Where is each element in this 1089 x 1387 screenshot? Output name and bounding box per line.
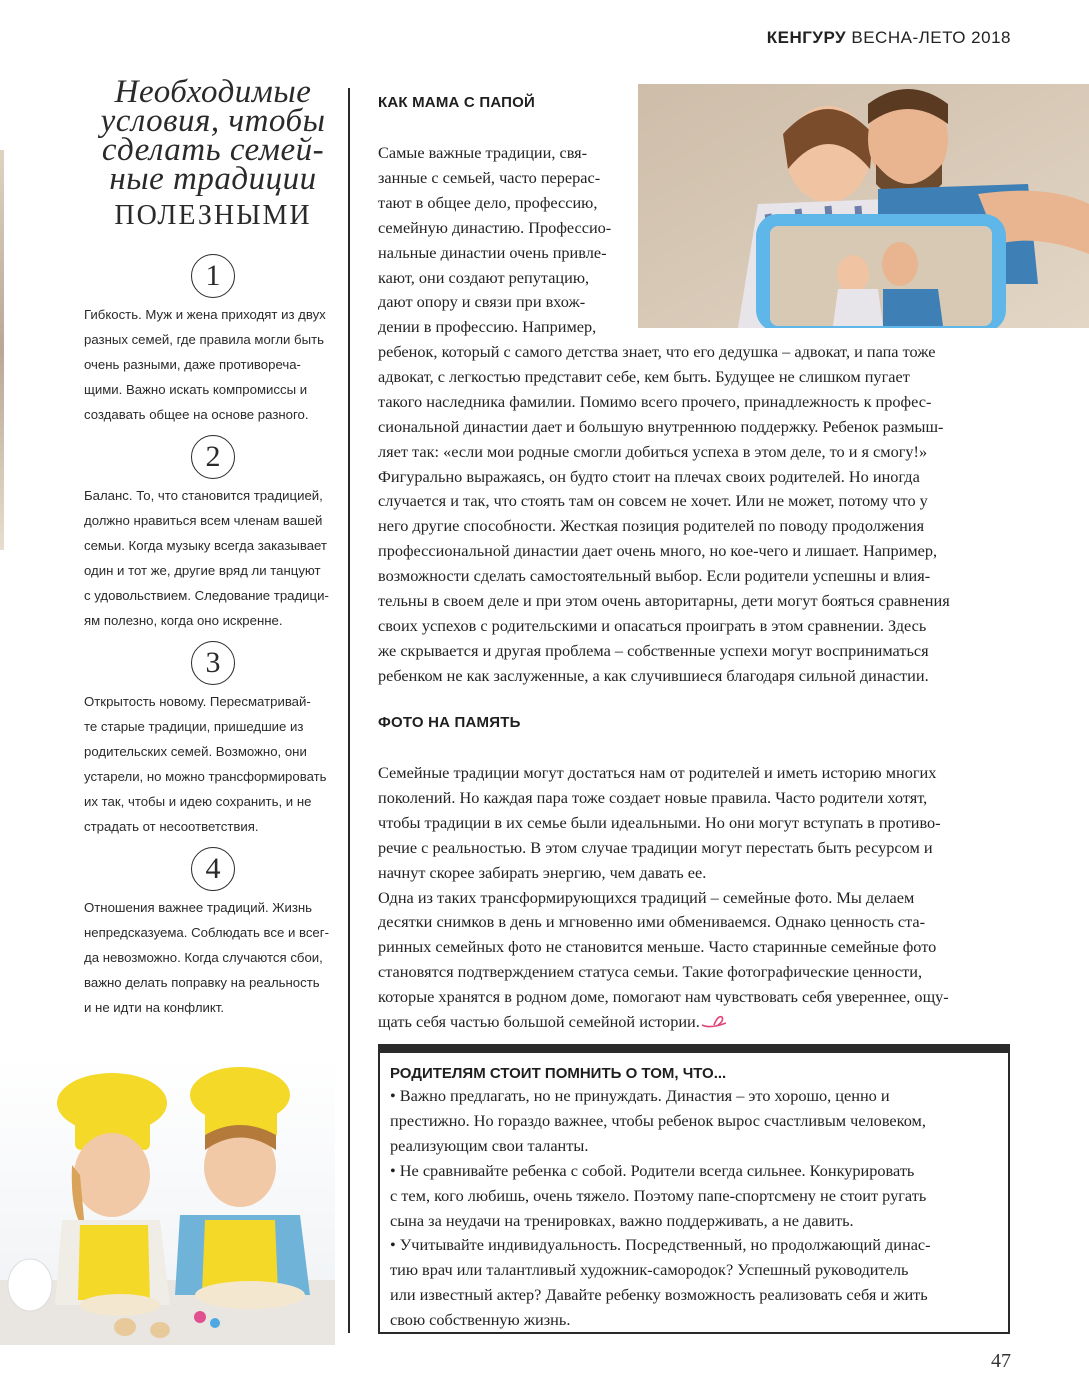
text-line: поколений. Но каждая пара тоже создает новые правила. Часто родители хотят, bbox=[378, 787, 928, 807]
tip-2 bbox=[84, 435, 342, 633]
magazine-issue: ВЕСНА-ЛЕТО 2018 bbox=[851, 28, 1011, 47]
tip-line: разных семей, где правила могли быть bbox=[84, 332, 324, 347]
text-line: • Учитывайте индивидуальность. Посредственный, но продолжающий динас- bbox=[390, 1235, 931, 1255]
tip-line: да невозможно. Когда случаются сбои, bbox=[84, 950, 323, 965]
text-line: него другие способности. Жесткая позиция родителей по поводу продолжения bbox=[378, 516, 925, 536]
tip-line: Открытость новому. Пересматривай- bbox=[84, 694, 311, 709]
tip-line: и не идти на конфликт. bbox=[84, 1000, 225, 1015]
text-line-last bbox=[378, 1010, 1018, 1035]
text-line: кают, они создают репутацию, bbox=[378, 267, 590, 287]
tip-1 bbox=[84, 254, 342, 427]
text-line: же скрывается и другая проблема – собственные успехи могут восприниматься bbox=[378, 640, 929, 660]
sidebar-title bbox=[84, 74, 342, 197]
text-line: десятки снимков в день и мгновенно ими обмениваемся. Однако ценность ста- bbox=[378, 912, 926, 932]
text-line: щать себя частью большой семейной истории. bbox=[378, 1012, 700, 1032]
tip-line: непредсказуема. Соблюдать все и всег- bbox=[84, 925, 329, 940]
previous-page-edge bbox=[0, 150, 4, 550]
text-line: ребенком не как заслуженные, а как случившиеся благодаря сильной династии. bbox=[378, 665, 929, 685]
tip-line: ям полезно, когда оно искренне. bbox=[84, 613, 283, 628]
text-line: семейную династию. Профессио- bbox=[378, 217, 612, 237]
tip-line: щими. Важно искать компромиссы и bbox=[84, 382, 308, 397]
title-line: условия, чтобы bbox=[100, 103, 326, 139]
article-end-icon bbox=[700, 1013, 728, 1029]
column-divider bbox=[348, 88, 350, 1333]
text-line: случается и так, что стоять там он совсем не хочет. Или не может, потому что у bbox=[378, 491, 928, 511]
text-line: • Не сравнивайте ребенка с собой. Родители всегда сильнее. Конкурировать bbox=[390, 1160, 915, 1180]
text-line: Семейные традиции могут достаться нам от родителей и иметь историю многих bbox=[378, 763, 937, 782]
text-line: сиональной династии дает и большую внутреннюю поддержку. Ребенок размыш- bbox=[378, 416, 944, 436]
tip-line: Баланс. То, что становится традицией, bbox=[84, 488, 323, 503]
tip-number-circle: 4 bbox=[191, 847, 235, 891]
text-line: престижно. Но гораздо важнее, чтобы ребенок вырос счастливым человеком, bbox=[390, 1110, 926, 1130]
tip-line: Гибкость. Муж и жена приходят из двух bbox=[84, 307, 326, 322]
text-line: возможности сделать самостоятельный выбор. Если родители успешны и влия- bbox=[378, 566, 931, 586]
sidebar-title-caps: ПОЛЕЗНЫМИ bbox=[114, 200, 312, 231]
tip-text bbox=[84, 302, 342, 427]
reminder-box-text bbox=[390, 1084, 998, 1333]
section1-wide-text bbox=[378, 340, 1018, 689]
title-line: Необходимые bbox=[114, 74, 312, 110]
text-line: которые хранятся в родном доме, помогают нам чувствовать себя увереннее, ощу- bbox=[378, 987, 949, 1007]
tip-line: Отношения важнее традиций. Жизнь bbox=[84, 900, 313, 915]
text-line: сына за неудачи на тренировках, важно поддерживать, а не давить. bbox=[390, 1210, 854, 1230]
text-line: ринных семейных фото не становится меньше. Часто старинные семейные фото bbox=[378, 937, 937, 957]
title-line: ные традиции bbox=[109, 161, 317, 197]
running-header bbox=[767, 28, 1011, 48]
text-line: с тем, кого любишь, очень тяжело. Поэтому папе-спортсмену не стоит ругать bbox=[390, 1185, 927, 1205]
tip-number-circle: 3 bbox=[191, 641, 235, 685]
text-line: • Важно предлагать, но не принуждать. Династия – это хорошо, ценно и bbox=[390, 1086, 890, 1105]
tip-4 bbox=[84, 847, 342, 1020]
family-photo-illustration bbox=[638, 84, 1089, 328]
text-line: начнут скорее забирать энергию, чем давать ее. bbox=[378, 862, 707, 882]
text-line: свою собственную жизнь. bbox=[390, 1310, 571, 1330]
tip-line: важно делать поправку на реальность bbox=[84, 975, 320, 990]
text-line: тельны в своем деле и при этом очень авторитарны, дети могут бояться сравнения bbox=[378, 591, 950, 611]
section2-text bbox=[378, 761, 1018, 1035]
text-line: ребенок, который с самого детства знает, что его дедушка – адвокат, и папа тоже bbox=[378, 342, 936, 361]
sidebar-tips bbox=[84, 74, 342, 1020]
text-line: ляет так: «если мои родные смогли добиться успеха в этом деле, то и я смогу!» bbox=[378, 441, 928, 461]
text-line: профессиональной династии дает очень много, но кое-чего и лишает. Например, bbox=[378, 541, 938, 561]
text-line: дают опору и связи при вхож- bbox=[378, 292, 586, 312]
text-line: своих успехов с родительскими и опасаться проиграть в этом сравнении. Здесь bbox=[378, 615, 927, 635]
magazine-brand: КЕНГУРУ bbox=[766, 28, 847, 47]
tip-line: создавать общее на основе разного. bbox=[84, 407, 309, 422]
text-line: такого наследника фамилии. Помимо всего прочего, принадлежность к профес- bbox=[378, 391, 932, 411]
text-line: Самые важные традиции, свя- bbox=[378, 143, 588, 162]
section1-narrow-text bbox=[378, 141, 633, 340]
section-heading-photo: ФОТО НА ПАМЯТЬ bbox=[378, 714, 521, 731]
tip-3 bbox=[84, 641, 342, 839]
tip-text bbox=[84, 895, 342, 1020]
text-line: речие с реальностью. В этом случае традиции могут перестать быть ресурсом и bbox=[378, 837, 933, 857]
tip-line: те старые традиции, пришедшие из bbox=[84, 719, 304, 734]
family-selfie-photo bbox=[638, 84, 1089, 328]
kids-cooking-photo bbox=[0, 1055, 335, 1345]
tip-line: устарели, но можно трансформировать bbox=[84, 769, 327, 784]
tip-line: очень разными, даже противореча- bbox=[84, 357, 301, 372]
text-line: тию врач или талантливый художник-самородок? Успешный руководитель bbox=[390, 1260, 909, 1280]
text-line: тают в общее дело, профессию, bbox=[378, 192, 598, 212]
tip-line: должно нравиться всем членам вашей bbox=[84, 513, 323, 528]
text-line: Фигурально выражаясь, он будто стоит на плечах своих родителей. Но иногда bbox=[378, 466, 920, 486]
reminder-box bbox=[378, 1044, 1010, 1334]
page-number: 47 bbox=[991, 1350, 1011, 1372]
tip-line: семьи. Когда музыку всегда заказывает bbox=[84, 538, 327, 553]
reminder-box-title: РОДИТЕЛЯМ СТОИТ ПОМНИТЬ О ТОМ, ЧТО... bbox=[390, 1065, 727, 1082]
text-line: занные с семьей, часто перерас- bbox=[378, 167, 601, 187]
tip-line: родительских семей. Возможно, они bbox=[84, 744, 307, 759]
text-line: нальные династии очень привле- bbox=[378, 242, 607, 262]
tip-number-circle: 1 bbox=[191, 254, 235, 298]
tip-line: их так, чтобы и идею сохранить, и не bbox=[84, 794, 312, 809]
tip-line: с удовольствием. Следование традици- bbox=[84, 588, 329, 603]
tip-line: страдать от несоответствия. bbox=[84, 819, 259, 834]
text-line: реализующим свои таланты. bbox=[390, 1135, 589, 1155]
tip-text bbox=[84, 689, 342, 839]
text-line: Одна из таких трансформирующихся традиций – семейные фото. Мы делаем bbox=[378, 887, 915, 907]
text-line: чтобы традиции в их семье были идеальными. Но они могут вступать в противо- bbox=[378, 812, 941, 832]
section-heading-dynasty: КАК МАМА С ПАПОЙ bbox=[378, 94, 535, 111]
text-line: становятся подтверждением статуса семьи. Такие фотографические ценности, bbox=[378, 962, 923, 982]
title-line: сделать семей- bbox=[101, 132, 325, 168]
text-line: адвокат, с легкостью представит себе, кем быть. Будущее не слишком пугает bbox=[378, 366, 910, 386]
kids-photo-illustration bbox=[0, 1055, 335, 1345]
tip-number-circle: 2 bbox=[191, 435, 235, 479]
tip-text bbox=[84, 483, 342, 633]
text-line: или известный актер? Давайте ребенку возможность реализовать себя и жить bbox=[390, 1285, 928, 1305]
text-line: дении в профессию. Например, bbox=[378, 317, 597, 337]
tip-line: один и тот же, другие вряд ли танцуют bbox=[84, 563, 321, 578]
